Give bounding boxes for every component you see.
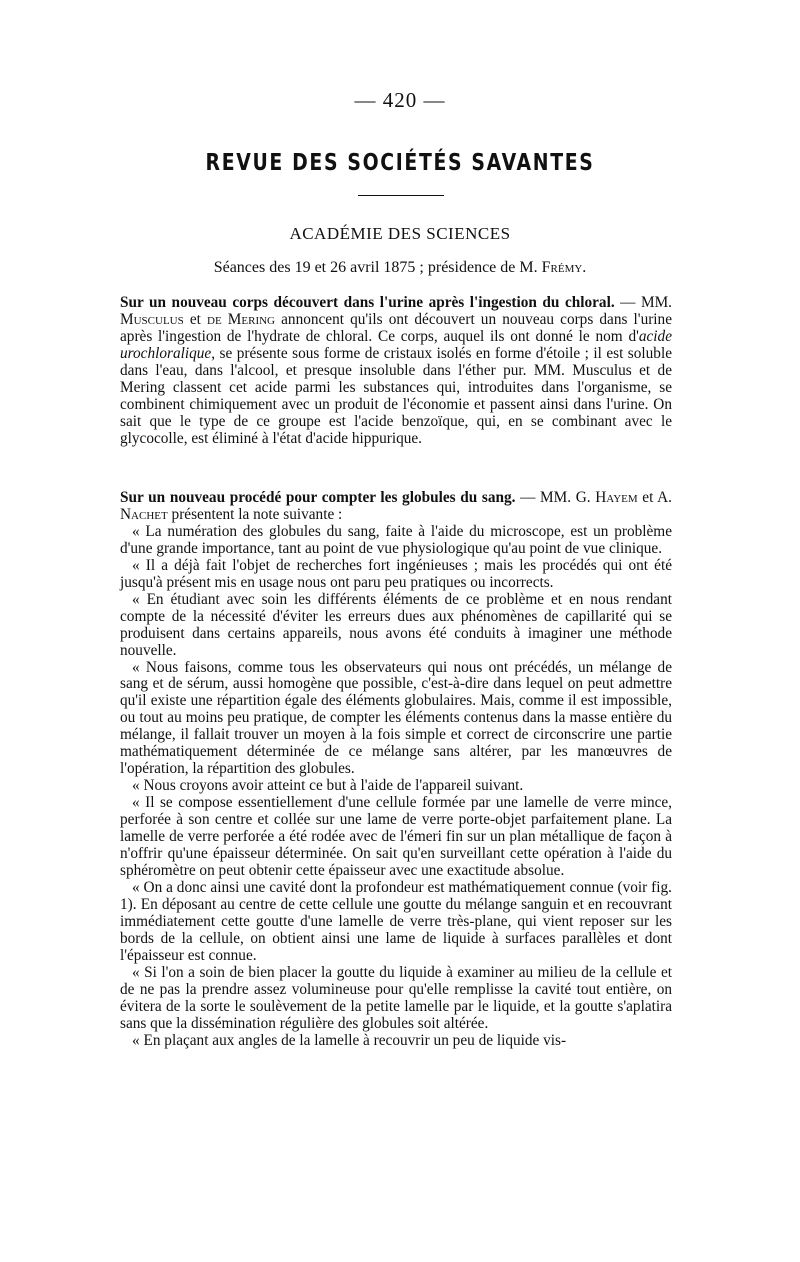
article-paragraph: « En plaçant aux angles de la lamelle à recouvrir un peu de liquide vis- [132,1031,567,1049]
section-title: REVUE DES SOCIÉTÉS SAVANTES [205,150,595,176]
sessions-end: . [582,259,587,276]
acid-name: acide urochloralique [120,327,672,362]
article-paragraph: « Nous croyons avoir atteint ce but à l'aide de l'appareil suivant. [132,777,524,795]
author-name: de Mering [207,310,276,328]
article-title: Sur un nouveau procédé pour compter les globules du sang. [120,489,516,506]
article-paragraph: « En étudiant avec soin les différents éléments de ce problème et en nous rendant compte de la nécessité d'éviter les erreurs dues aux phénomènes de capillarité qui se produisent dans certains appareils, nous avons été conduits à imaginer une méthode nouvelle. [120,590,672,659]
article-paragraph: « Il se compose essentiellement d'une cellule formée par une lamelle de verre mince, perforée à son centre et collée sur une lame de verre porte-objet parfaitement plane. La lamelle de verre perforée a été rodée avec de l'émeri fin sur un plan métallique de façon à n'offrir qu'une épaisseur déterminée. On sait qu'en surveillant cette opération à l'aide du sphéromètre on peut obtenir cette épaisseur avec une exactitude absolue. [120,794,672,879]
academy-heading: ACADÉMIE DES SCIENCES [289,224,511,243]
article-paragraph: « Il a déjà fait l'objet de recherches fort ingénieuses ; mais les procédés qui ont été jusqu'à présent mis en usage nous ont paru peu pratiques ou incorrects. [120,556,672,591]
article-paragraph [120,490,672,524]
article-urochloral-acid [120,295,672,448]
article-blood-globules [120,490,672,1049]
president-name: Frémy [541,259,583,276]
sessions-text: Séances des 19 et 26 avril 1875 ; présidence de M. [213,259,542,276]
article-text: et [183,310,208,328]
article-text: , se présente sous forme de cristaux isolés en forme d'étoile ; il est soluble dans l'eau, dans l'alcool, et presque insoluble dans l'éther pur. MM. Musculus et de Mering classent cet acide parmi les substances qui, introduites dans l'organisme, se combinent chimiquement avec un produit de l'économie et passent ainsi dans l'urine. On sait que le type de ce groupe est l'acide benzoïque, qui, en se combinant avec le glycocolle, est éliminé à l'état d'acide hippurique. [120,344,672,447]
page-number: — 420 — [354,88,446,112]
article-paragraph [120,295,672,448]
title-rule [358,195,444,196]
article-text: annoncent qu'ils ont découvert un nouveau corps dans l'urine après l'ingestion de l'hydrate de chloral. Ce corps, auquel ils ont donné le nom d' [120,310,672,345]
sessions-line [0,259,800,277]
article-paragraph: « Si l'on a soin de bien placer la goutte du liquide à examiner au milieu de la cellule et de ne pas la prendre assez volumineuse pour qu'elle remplisse la cavité tout entière, on évitera de la sorte le soulèvement de la petite lamelle par le liquide, et la goutte s'aplatira sans que la dissémination régulière des globules soit altérée. [120,963,672,1032]
article-text: présentent la note suivante : [167,505,343,523]
article-title: Sur un nouveau corps découvert dans l'urine après l'ingestion du chloral. [120,294,615,311]
author-name: Hayem [595,489,638,506]
author-name: Nachet [120,505,168,523]
article-text: et A. [637,489,672,506]
article-paragraph: « On a donc ainsi une cavité dont la profondeur est mathématiquement connue (voir fig. 1). En déposant au centre de cette cellule une goutte du mélange sanguin et en recouvrant immédiatement cette goutte d'une lamelle de verre très-plane, qui vient reposer sur les bords de la cellule, on obtient ainsi une lame de liquide à surfaces parallèles et dont l'épaisseur est connue. [120,878,672,964]
article-paragraph: « Nous faisons, comme tous les observateurs qui nous ont précédés, un mélange de sang et de sérum, aussi homogène que possible, c'est-à-dire dans lequel on peut admettre qu'il existe une répartition égale des éléments globulaires. Mais, comme il est impossible, ou tout au moins peu pratique, de compter les éléments contenus dans la masse entière du mélange, il fallait trouver un moyen à la fois simple et correct de circonscrire une partie mathématiquement déterminée de ce mélange sans altérer, par les manœuvres de l'opération, la répartition des globules. [120,658,672,778]
article-text: — MM. [614,294,672,311]
article-paragraph: « La numération des globules du sang, faite à l'aide du microscope, est un problème d'une grande importance, tant au point de vue physiologique qu'au point de vue clinique. [120,522,672,557]
article-text: — MM. G. [515,489,596,506]
author-name: Musculus [120,310,184,328]
